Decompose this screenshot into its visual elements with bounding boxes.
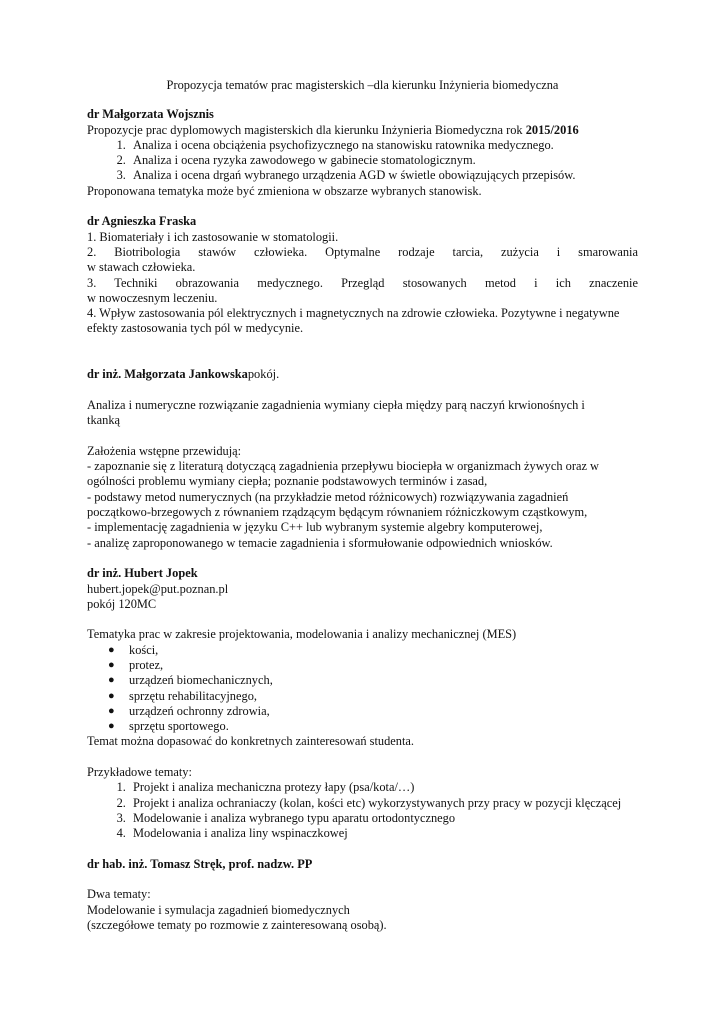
document-title: Propozycja tematów prac magisterskich –dla kierunku Inżynieria biomedyczna xyxy=(166,78,559,92)
assumption-line: - podstawy metod numerycznych (na przykładzie metod różnicowych) rozwiązywania zagadnień xyxy=(87,489,569,504)
section-jankowska xyxy=(87,367,638,551)
intro-text: Propozycje prac dyplomowych magisterskich dla kierunku Inżynieria Biomedyczna rok xyxy=(87,122,526,137)
topic-title: Analiza i numeryczne rozwiązanie zagadnienia wymiany ciepła między parą naczyń krwionośnych i xyxy=(87,397,585,412)
bullet-icon: ● xyxy=(108,674,115,687)
bullet-icon: ● xyxy=(108,689,115,702)
assumption-line: - zapoznanie się z literaturą dotyczącą zagadnienia przepływu biociepła w organizmach żywych oraz w xyxy=(87,459,600,474)
list-item xyxy=(108,688,638,704)
list-item: 2. Biotribologia stawów człowieka. Optymalne rodzaje tarcia, zużycia i smarowania xyxy=(87,244,638,259)
bullet-text: kości, xyxy=(129,642,159,657)
list-item xyxy=(108,703,638,719)
assumptions-heading: Założenia wstępne przewidują: xyxy=(87,443,242,458)
list-item: 2. Analiza i ocena ryzyka zawodowego w gabinecie stomatologicznym. xyxy=(129,153,638,168)
section-intro xyxy=(87,123,638,138)
list-item: 4. Wpływ zastosowania pól elektrycznych i magnetycznych na zdrowie człowieka. Pozytywne i negatywne xyxy=(87,306,620,321)
room-note: pokój. xyxy=(247,367,280,382)
section-jopek xyxy=(87,566,638,841)
section-heading: dr inż. Małgorzata Jankowska xyxy=(87,367,248,382)
section-heading-line xyxy=(87,367,638,382)
list-item: 4. Modelowania i analiza liny wspinaczkowej xyxy=(129,826,638,841)
bullet-text: protez, xyxy=(129,657,164,672)
topic-line: Modelowanie i symulacja zagadnień biomedycznych xyxy=(87,902,350,917)
assumption-line: - implementację zagadnienia w języku C++ lub wybranym systemie algebry komputerowej, xyxy=(87,520,543,535)
list-item xyxy=(108,642,638,658)
list-item-continuation: w stawach człowieka. xyxy=(87,260,196,275)
section-heading: dr Małgorzata Wojsznis xyxy=(87,107,214,122)
room-number: pokój 120MC xyxy=(87,596,157,611)
section-heading: dr inż. Hubert Jopek xyxy=(87,566,198,581)
list-item: 3. Analiza i ocena drgań wybranego urządzenia AGD w świetle obowiązujących przepisów. xyxy=(129,168,638,183)
list-item: 2. Projekt i analiza ochraniaczy (kolan, kości etc) wykorzystywanych przy pracy w pozycji klęczącej xyxy=(129,796,638,811)
bullet-text: urządzeń biomechanicznych, xyxy=(129,673,273,688)
bullet-text: sprzętu sportowego. xyxy=(129,719,229,734)
list-item xyxy=(108,719,638,734)
section-heading: dr hab. inż. Tomasz Stręk, prof. nadzw. PP xyxy=(87,856,313,871)
academic-year: 2015/2016 xyxy=(525,122,579,137)
topics-intro: Tematyka prac w zakresie projektowania, modelowania i analizy mechanicznej (MES) xyxy=(87,627,517,642)
topic-title-continuation: tkanką xyxy=(87,413,121,428)
list-item xyxy=(108,657,638,673)
list-item: 1. Analiza i ocena obciążenia psychofizycznego na stanowisku ratownika medycznego. xyxy=(129,138,638,153)
list-item: 3. Modelowanie i analiza wybranego typu aparatu ortodontycznego xyxy=(129,811,638,826)
bullet-text: urządzeń ochronny zdrowia, xyxy=(129,703,270,718)
examples-list xyxy=(87,780,638,841)
examples-heading: Przykładowe tematy: xyxy=(87,765,192,780)
two-topics-heading: Dwa tematy: xyxy=(87,887,151,902)
section-fraska xyxy=(87,214,638,336)
bullet-icon: ● xyxy=(108,720,115,733)
section-strek xyxy=(87,857,638,933)
bullet-list xyxy=(87,643,638,735)
list-item-continuation: efekty zastosowania tych pól w medycynie. xyxy=(87,321,304,336)
topic-list xyxy=(87,138,638,184)
assumption-line: początkowo-brzegowych z równaniem rządzącym będącym równaniem różniczkowym cząstkowym, xyxy=(87,505,588,520)
list-item: 1. Projekt i analiza mechaniczna protezy łapy (psa/kota/…) xyxy=(129,780,638,795)
list-item: 3. Techniki obrazowania medycznego. Przegląd stosowanych metod i ich znaczenie xyxy=(87,275,638,290)
list-item: 1. Biomateriały i ich zastosowanie w stomatologii. xyxy=(87,229,339,244)
assumption-line: ogólności problemu wymiany ciepła; poznanie podstawowych terminów i zasad, xyxy=(87,474,488,489)
list-item xyxy=(108,673,638,688)
bullet-icon: ● xyxy=(108,658,115,671)
bullet-text: sprzętu rehabilitacyjnego, xyxy=(129,688,257,703)
section-wojsznis xyxy=(87,107,638,199)
list-item-continuation: w nowoczesnym leczeniu. xyxy=(87,290,218,305)
section-heading: dr Agnieszka Fraska xyxy=(87,214,197,229)
email-link[interactable]: hubert.jopek@put.poznan.pl xyxy=(87,581,229,596)
bullet-icon: ● xyxy=(108,643,115,656)
bullet-icon: ● xyxy=(108,704,115,717)
topic-line: (szczegółowe tematy po rozmowie z zainteresowaną osobą). xyxy=(87,918,387,933)
adapt-note: Temat można dopasować do konkretnych zainteresowań studenta. xyxy=(87,734,415,749)
section-note: Proponowana tematyka może być zmieniona w obszarze wybranych stanowisk. xyxy=(87,183,482,198)
assumption-line: - analizę zaproponowanego w temacie zagadnienia i sformułowanie odpowiednich wniosków. xyxy=(87,535,553,550)
